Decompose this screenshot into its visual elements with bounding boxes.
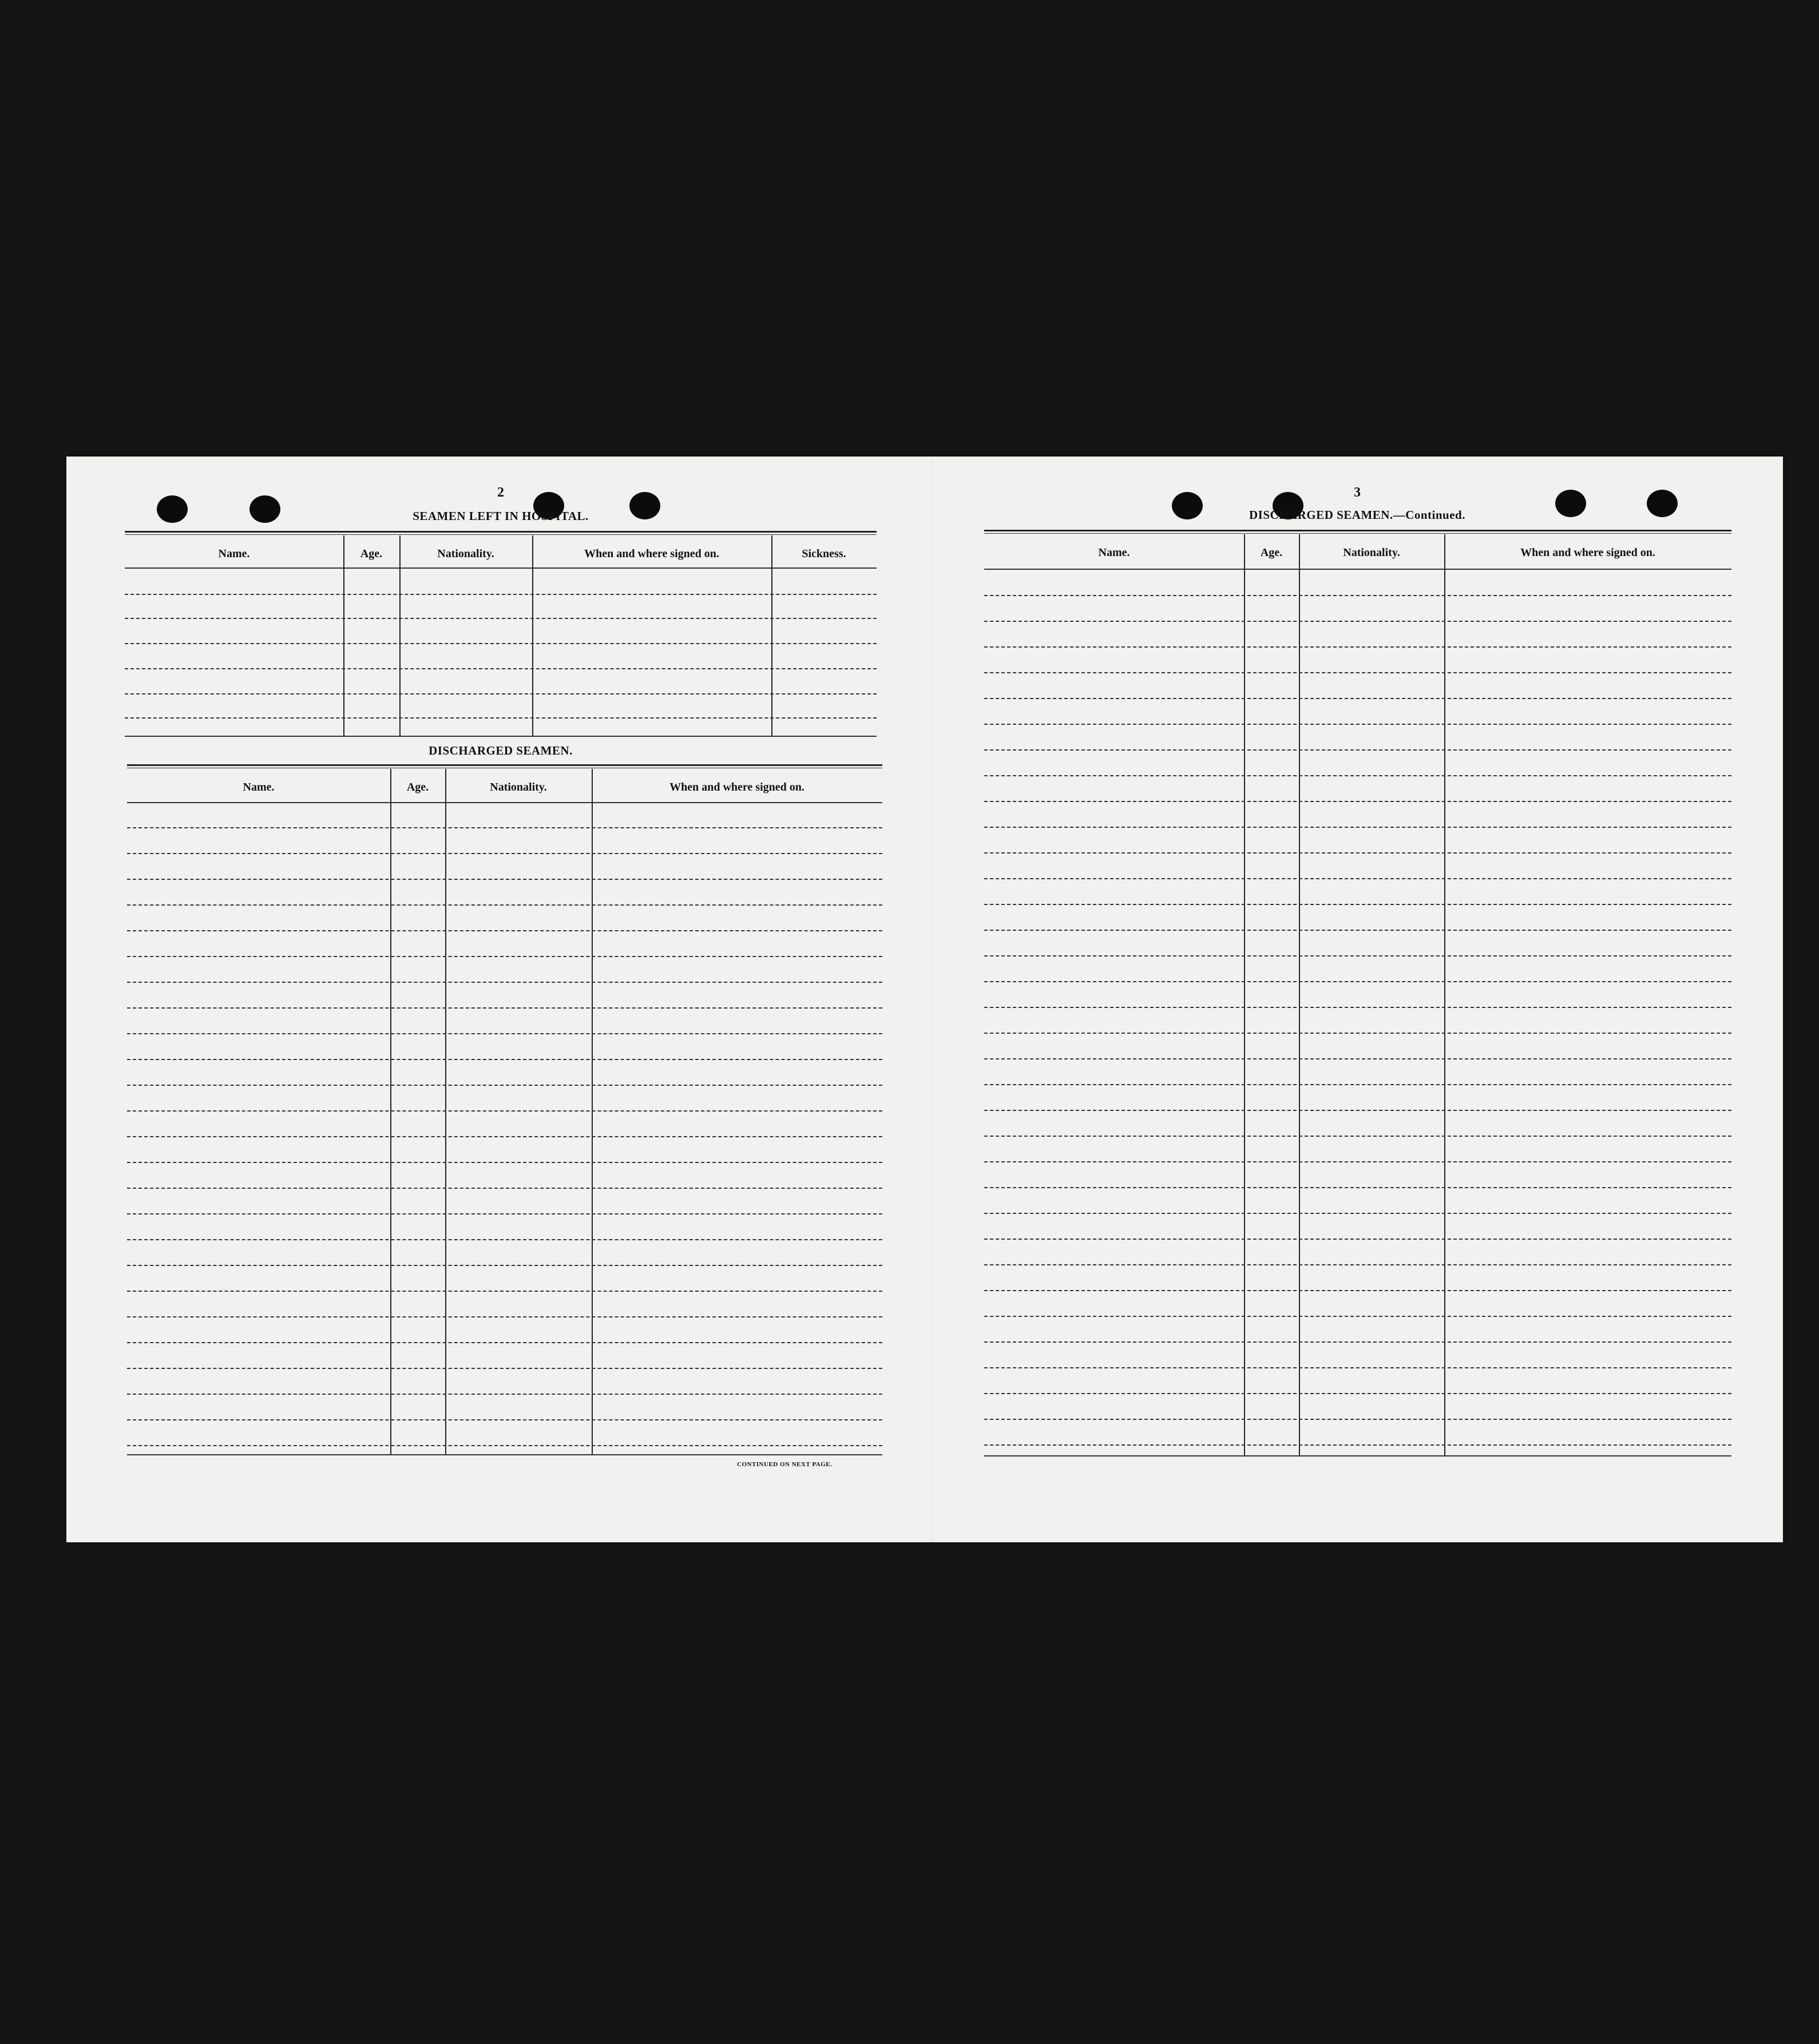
discharged-col-age: Age. (406, 781, 429, 793)
document-sheet (66, 457, 1783, 1542)
discharged-col-nationality: Nationality. (490, 781, 547, 793)
hospital-col-sickness: Sickness. (802, 547, 846, 560)
discharged-continued-col-age: Age. (1260, 546, 1283, 559)
hospital-col-name: Name. (218, 547, 250, 560)
discharged-continued-section-title: DISCHARGED SEAMEN.—Continued. (1249, 508, 1465, 522)
discharged-continued-col-nationality: Nationality. (1343, 546, 1400, 559)
discharged-table-left (127, 764, 882, 1455)
discharged-continued-col-name: Name. (1098, 546, 1130, 559)
hospital-table (125, 531, 877, 737)
hospital-col-nationality: Nationality. (437, 547, 494, 560)
page-fold (932, 457, 933, 1542)
page-number-left: 2 (497, 485, 504, 500)
punch-hole (1647, 490, 1678, 517)
punch-hole (157, 495, 188, 523)
punch-hole (249, 495, 280, 523)
discharged-table-right (984, 530, 1731, 1456)
discharged-col-when-where: When and where signed on. (669, 781, 805, 793)
discharged-section-title: DISCHARGED SEAMEN. (429, 744, 573, 757)
hospital-col-when-where: When and where signed on. (584, 547, 719, 560)
discharged-continued-col-when-where: When and where signed on. (1520, 546, 1655, 559)
continued-on-next-page-note: CONTINUED ON NEXT PAGE. (737, 1461, 833, 1468)
hospital-section-title: SEAMEN LEFT IN HOSPITAL. (413, 509, 589, 523)
hospital-col-age: Age. (360, 547, 383, 560)
discharged-col-name: Name. (243, 781, 275, 793)
page-number-right: 3 (1354, 485, 1361, 500)
